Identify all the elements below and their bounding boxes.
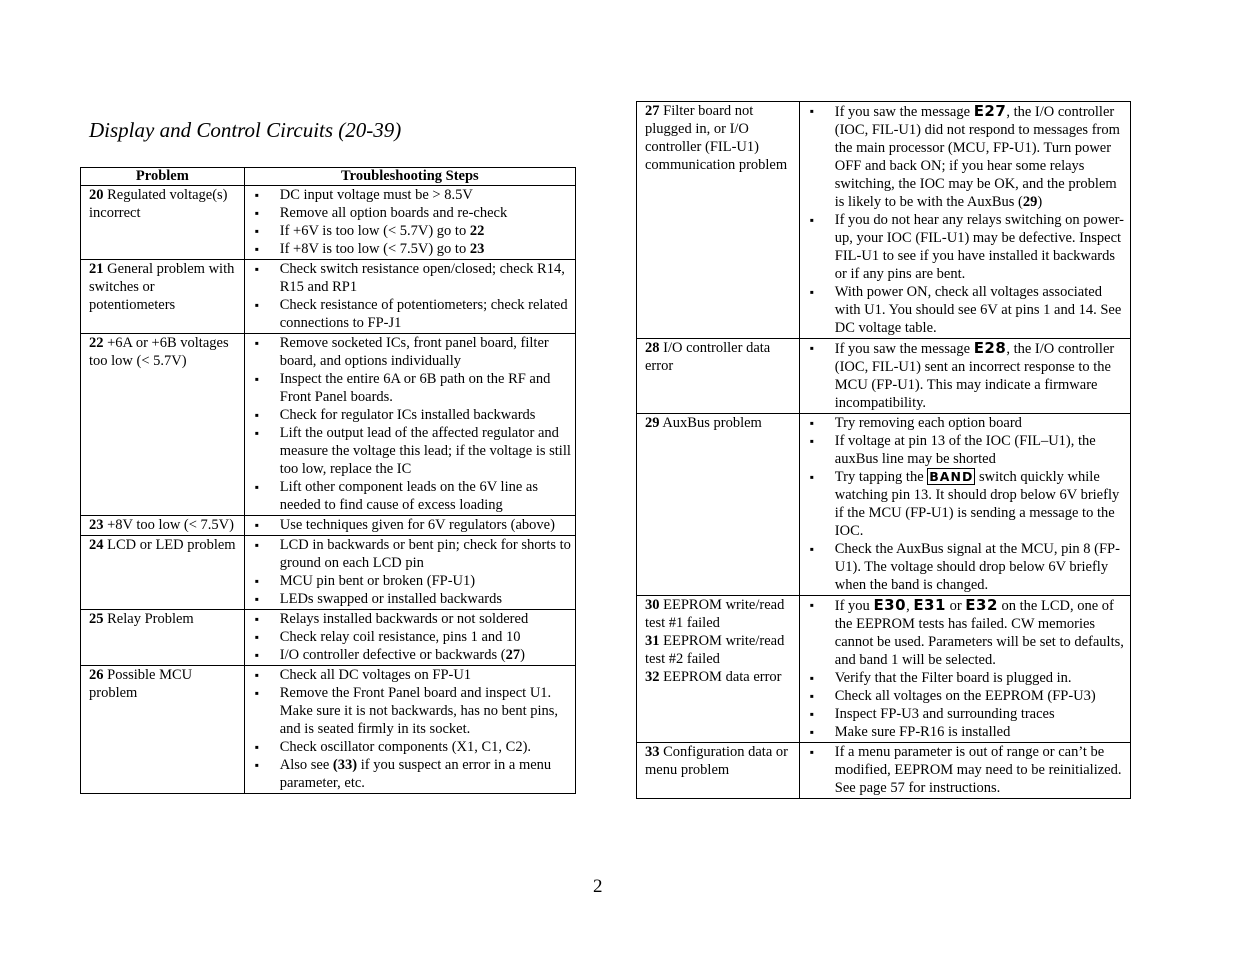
problem-cell — [637, 596, 800, 743]
step-item — [800, 705, 1126, 723]
step-text: Check switch resistance open/closed; check R14, R15 and RP1 — [279, 261, 565, 295]
step-item — [800, 102, 1126, 211]
step-item — [245, 738, 571, 756]
table-header-row — [81, 168, 576, 186]
step-item — [800, 211, 1126, 283]
step-reference: 27 — [505, 647, 521, 663]
step-item — [245, 536, 571, 572]
step-text: I/O controller defective or backwards ( — [279, 647, 506, 663]
problem-number: 25 — [89, 611, 104, 627]
steps-cell — [799, 414, 1130, 596]
step-item — [800, 669, 1126, 687]
step-item — [245, 370, 571, 406]
problem-cell — [81, 666, 245, 794]
step-text: Verify that the Filter board is plugged in. — [834, 670, 1072, 686]
steps-cell — [244, 260, 575, 334]
step-text: Check all DC voltages on FP-U1 — [279, 667, 472, 683]
step-item — [800, 414, 1126, 432]
step-item — [800, 743, 1126, 797]
problem-entry — [89, 260, 240, 314]
step-text: Check the AuxBus signal at the MCU, pin 8 (FP-U1). The voltage should drop below 6V briefly when the band is changed. — [834, 541, 1120, 593]
steps-cell — [799, 102, 1130, 339]
problem-cell — [81, 260, 245, 334]
problem-title: Filter board not plugged in, or I/O controller (FIL-U1) communication problem — [645, 103, 788, 173]
step-text: Try removing each option board — [834, 415, 1022, 431]
step-text: Check for regulator ICs installed backwards — [279, 407, 536, 423]
step-text: With power ON, check all voltages associated with U1. You should see 6V at pins 1 and 14. See DC voltage table. — [834, 284, 1122, 336]
page-number: 2 — [593, 876, 603, 897]
step-item — [245, 756, 571, 792]
problem-entry — [645, 596, 795, 632]
table-row — [81, 516, 576, 536]
steps-list — [800, 414, 1126, 594]
steps-list — [245, 186, 571, 258]
error-message-code: E31 — [913, 596, 946, 614]
steps-list — [245, 610, 571, 664]
step-item — [800, 468, 1126, 540]
error-message-code: E28 — [973, 339, 1007, 357]
step-text: If +6V is too low (< 5.7V) go to — [279, 223, 470, 239]
problem-entry — [89, 334, 240, 370]
step-text: LEDs swapped or installed backwards — [279, 591, 503, 607]
table-row — [81, 334, 576, 516]
step-text: ) — [1037, 194, 1043, 210]
error-message-code: E30 — [873, 596, 907, 614]
problem-entry — [645, 102, 795, 174]
problem-number: 29 — [645, 415, 660, 431]
problem-entry — [645, 668, 795, 686]
steps-cell — [799, 596, 1130, 743]
problem-title: General problem with switches or potentiometers — [89, 261, 235, 313]
steps-list — [245, 334, 571, 514]
step-text: if you suspect an error in a menu parameter, etc. — [279, 757, 552, 791]
troubleshooting-table-left — [80, 167, 576, 794]
steps-cell — [799, 339, 1130, 414]
table-row — [637, 102, 1131, 339]
steps-cell — [244, 536, 575, 610]
step-text: Check relay coil resistance, pins 1 and 10 — [279, 629, 521, 645]
step-text: If voltage at pin 13 of the IOC (FIL–U1), the auxBus line may be shorted — [834, 433, 1096, 467]
table-row — [637, 339, 1131, 414]
steps-cell — [244, 516, 575, 536]
step-item — [245, 628, 571, 646]
step-text: Lift the output lead of the affected regulator and measure the voltage this lead; if the voltage is still too low, replace the IC — [279, 425, 571, 477]
problem-number: 23 — [89, 517, 104, 533]
step-text: Inspect the entire 6A or 6B path on the RF and Front Panel boards. — [279, 371, 551, 405]
step-item — [800, 723, 1126, 741]
problem-cell — [637, 339, 800, 414]
step-item — [245, 572, 571, 590]
table-row — [81, 260, 576, 334]
step-text: , the I/O controller (IOC, FIL-U1) did not respond to messages from the main processor (MCU, FP-U1). Turn power OFF and back ON; if you hear some relays switching, the IOC may be OK, and the problem is likely to be with the AuxBus ( — [834, 104, 1120, 210]
problem-number: 30 — [645, 597, 660, 613]
step-text: Use techniques given for 6V regulators (above) — [279, 517, 555, 533]
steps-cell — [244, 334, 575, 516]
step-text: ) — [520, 647, 525, 663]
problem-number: 26 — [89, 667, 104, 683]
step-text: MCU pin bent or broken (FP-U1) — [279, 573, 476, 589]
error-message-code: E32 — [965, 596, 998, 614]
step-text: Lift other component leads on the 6V line as needed to find cause of excess loading — [279, 479, 539, 513]
step-item — [800, 687, 1126, 705]
problem-number: 24 — [89, 537, 104, 553]
step-item — [245, 590, 571, 608]
section-title: Display and Control Circuits (20-39) — [89, 118, 402, 142]
problem-cell — [81, 186, 245, 260]
step-text: LCD in backwards or bent pin; check for shorts to ground on each LCD pin — [279, 537, 571, 571]
problem-column-header: Problem — [81, 168, 245, 186]
step-item — [245, 222, 571, 240]
step-item — [245, 666, 571, 684]
step-text: Check all voltages on the EEPROM (FP-U3) — [834, 688, 1096, 704]
step-text: Check resistance of potentiometers; check related connections to FP-J1 — [279, 297, 568, 331]
step-text: Check oscillator components (X1, C1, C2). — [279, 739, 532, 755]
problem-cell — [81, 516, 245, 536]
problem-title: I/O controller data error — [645, 340, 771, 374]
problem-entry — [89, 610, 240, 628]
problem-cell — [637, 102, 800, 339]
problem-number: 28 — [645, 340, 660, 356]
step-text: Try tapping the — [834, 469, 928, 485]
step-item — [800, 283, 1126, 337]
problem-entry — [645, 632, 795, 668]
steps-cell — [244, 610, 575, 666]
problem-title: Regulated voltage(s) incorrect — [89, 187, 228, 221]
troubleshooting-table-right — [636, 101, 1131, 799]
step-item — [245, 684, 571, 738]
step-item — [245, 296, 571, 332]
problem-title: EEPROM write/read test #2 failed — [645, 633, 785, 667]
step-item — [245, 610, 571, 628]
table-row — [81, 536, 576, 610]
problem-title: +8V too low (< 7.5V) — [107, 517, 234, 533]
problem-title: Relay Problem — [107, 611, 194, 627]
problem-title: EEPROM data error — [663, 669, 782, 685]
step-item — [245, 240, 571, 258]
step-reference: 22 — [469, 223, 485, 239]
problem-number: 32 — [645, 669, 660, 685]
step-item — [800, 432, 1126, 468]
step-reference: 29 — [1022, 194, 1038, 210]
error-message-code: E27 — [973, 102, 1007, 120]
step-text: switch quickly while watching pin 13. It should drop below 6V briefly if the MCU (FP-U1) is sending a message to the IOC. — [834, 469, 1120, 539]
step-text: on the LCD, one of the EEPROM tests has failed. CW memories cannot be used. Parameters will be set to defaults, and band 1 will be selected. — [834, 598, 1124, 668]
steps-list — [800, 743, 1126, 797]
steps-cell — [244, 186, 575, 260]
steps-list — [245, 536, 571, 608]
table-row — [81, 666, 576, 794]
step-text: , — [906, 598, 914, 614]
problem-number: 33 — [645, 744, 660, 760]
step-item — [245, 646, 571, 664]
problem-entry — [645, 743, 795, 779]
step-text: If you — [834, 598, 874, 614]
problem-cell — [637, 743, 800, 799]
step-text: If you saw the message — [834, 104, 974, 120]
problem-number: 21 — [89, 261, 104, 277]
step-text: Remove socketed ICs, front panel board, filter board, and options individually — [279, 335, 549, 369]
step-text: If +8V is too low (< 7.5V) go to — [279, 241, 470, 257]
problem-entry — [645, 339, 795, 375]
step-item — [800, 339, 1126, 412]
table-row — [637, 414, 1131, 596]
steps-cell — [799, 743, 1130, 799]
step-text: Also see — [279, 757, 333, 773]
step-text: If a menu parameter is out of range or can’t be modified, EEPROM may need to be reinitialized. See page 57 for instructions. — [834, 744, 1122, 796]
steps-list — [245, 260, 571, 332]
step-text: If you saw the message — [834, 341, 974, 357]
steps-list — [800, 339, 1126, 412]
step-item — [245, 260, 571, 296]
steps-list — [800, 102, 1126, 337]
step-item — [245, 406, 571, 424]
steps-column-header: Troubleshooting Steps — [244, 168, 575, 186]
step-text: Make sure FP-R16 is installed — [834, 724, 1011, 740]
table-row — [637, 596, 1131, 743]
step-text: , the I/O controller (IOC, FIL-U1) sent an incorrect response to the MCU (FP-U1). This may indicate a firmware incompatibility. — [834, 341, 1115, 411]
table-row — [81, 610, 576, 666]
problem-number: 27 — [645, 103, 660, 119]
step-item — [245, 424, 571, 478]
step-item — [800, 596, 1126, 669]
problem-cell — [81, 610, 245, 666]
problem-cell — [637, 414, 800, 596]
step-text: Remove all option boards and re-check — [279, 205, 508, 221]
problem-entry — [89, 666, 240, 702]
step-text: If you do not hear any relays switching on power-up, your IOC (FIL-U1) may be defective. Inspect FIL-U1 to see if you have installed it backwards or if any pins are bent. — [834, 212, 1124, 282]
steps-list — [245, 516, 571, 534]
problem-entry — [89, 536, 240, 554]
step-item — [245, 186, 571, 204]
step-text: DC input voltage must be > 8.5V — [279, 187, 473, 203]
step-item — [245, 478, 571, 514]
problem-entry — [89, 516, 240, 534]
step-text: Inspect FP-U3 and surrounding traces — [834, 706, 1055, 722]
problem-title: LCD or LED problem — [107, 537, 236, 553]
problem-title: +6A or +6B voltages too low (< 5.7V) — [89, 335, 229, 369]
problem-cell — [81, 334, 245, 516]
step-reference: (33) — [332, 757, 358, 773]
step-reference: 23 — [469, 241, 485, 257]
steps-list — [800, 596, 1126, 741]
step-text: Remove the Front Panel board and inspect U1. Make sure it is not backwards, has no bent pins, and is seated firmly in its socket. — [279, 685, 559, 737]
step-text: or — [945, 598, 966, 614]
step-text: Relays installed backwards or not soldered — [279, 611, 529, 627]
problem-title: EEPROM write/read test #1 failed — [645, 597, 785, 631]
step-item — [245, 334, 571, 370]
problem-cell — [81, 536, 245, 610]
problem-number: 31 — [645, 633, 660, 649]
step-item — [245, 516, 571, 534]
problem-number: 22 — [89, 335, 104, 351]
steps-cell — [244, 666, 575, 794]
problem-title: AuxBus problem — [662, 415, 762, 431]
step-item — [800, 540, 1126, 594]
problem-entry — [89, 186, 240, 222]
problem-entry — [645, 414, 795, 432]
table-row — [81, 186, 576, 260]
steps-list — [245, 666, 571, 792]
band-key-label: BAND — [929, 469, 974, 484]
step-item — [245, 204, 571, 222]
problem-title: Configuration data or menu problem — [645, 744, 788, 778]
problem-number: 20 — [89, 187, 104, 203]
problem-title: Possible MCU problem — [89, 667, 193, 701]
table-row — [637, 743, 1131, 799]
